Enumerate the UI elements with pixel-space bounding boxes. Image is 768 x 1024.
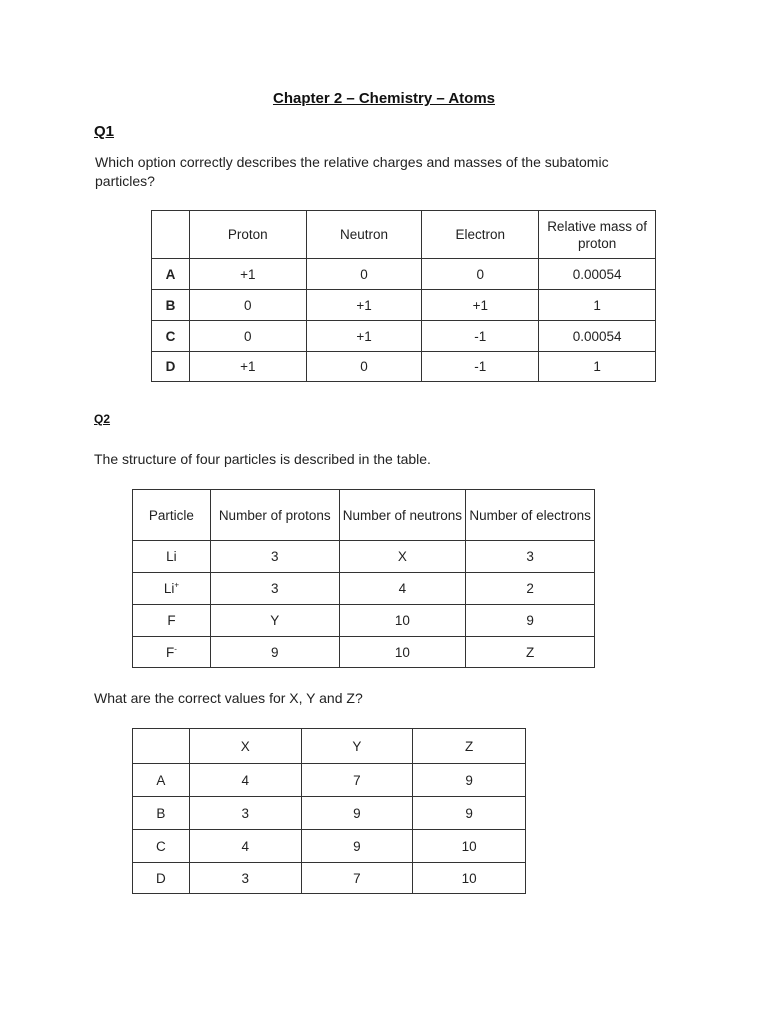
particle-symbol: F	[165, 644, 175, 660]
table-header-cell: Y	[301, 729, 413, 764]
table-cell: 9	[301, 797, 413, 830]
option-label: C	[133, 830, 190, 863]
option-label: B	[152, 290, 190, 321]
table-cell: +1	[306, 290, 422, 321]
table-cell: -1	[422, 352, 539, 382]
option-label: A	[152, 259, 190, 290]
question-2-text: The structure of four particles is described in the table.	[94, 451, 431, 467]
table-row	[133, 573, 595, 605]
table-header-row	[152, 211, 656, 259]
table-header-cell: Relative mass of proton	[539, 211, 656, 259]
table-cell: 4	[189, 830, 301, 863]
page-title: Chapter 2 – Chemistry – Atoms	[272, 90, 495, 107]
table-cell: 9	[210, 637, 339, 668]
table-cell: 7	[301, 764, 413, 797]
table-row	[133, 830, 526, 863]
table-cell: 9	[301, 830, 413, 863]
table-cell: +1	[306, 321, 422, 352]
table-row	[133, 863, 526, 894]
option-label: B	[133, 797, 190, 830]
subatomic-particles-table	[151, 210, 656, 382]
particle-name: Li	[133, 541, 211, 573]
table-row	[152, 259, 656, 290]
table-cell: 3	[210, 541, 339, 573]
table-cell: 10	[339, 637, 466, 668]
table-row	[133, 637, 595, 668]
table-cell: X	[339, 541, 466, 573]
table-cell: 9	[413, 764, 526, 797]
option-label: D	[152, 352, 190, 382]
table-header-cell: X	[189, 729, 301, 764]
table-cell: 4	[189, 764, 301, 797]
table-header-row	[133, 729, 526, 764]
table-header-cell: Neutron	[306, 211, 422, 259]
table-cell: +1	[422, 290, 539, 321]
table-cell: 3	[189, 797, 301, 830]
table-cell: 0	[422, 259, 539, 290]
table-cell: 7	[301, 863, 413, 894]
table-row	[133, 764, 526, 797]
table-header-cell: Number of electrons	[466, 490, 595, 541]
table-row	[152, 290, 656, 321]
particle-symbol: Li	[163, 581, 175, 596]
particle-name	[133, 637, 211, 668]
table-row	[133, 605, 595, 637]
table-cell: 2	[466, 573, 595, 605]
table-header-cell: Number of protons	[210, 490, 339, 541]
table-cell: +1	[189, 259, 306, 290]
table-cell: +1	[189, 352, 306, 382]
table-cell: 10	[413, 830, 526, 863]
table-cell: 10	[413, 863, 526, 894]
option-label: A	[133, 764, 190, 797]
table-row	[133, 797, 526, 830]
table-header-cell: Number of neutrons	[339, 490, 466, 541]
particle-name	[133, 573, 211, 605]
table-cell: 1	[539, 352, 656, 382]
table-cell: -1	[422, 321, 539, 352]
table-cell: Z	[466, 637, 595, 668]
table-header-cell: Particle	[133, 490, 211, 541]
table-cell: 10	[339, 605, 466, 637]
option-label: C	[152, 321, 190, 352]
table-cell: 0	[189, 321, 306, 352]
table-cell: 0	[189, 290, 306, 321]
table-header-cell	[152, 211, 190, 259]
table-cell: 3	[466, 541, 595, 573]
question-1-label: Q1	[94, 123, 115, 140]
charge-superscript: +	[174, 580, 180, 590]
table-cell: 0	[306, 259, 422, 290]
table-header-cell: Proton	[189, 211, 306, 259]
option-label: D	[133, 863, 190, 894]
table-cell: 9	[413, 797, 526, 830]
table-cell: 3	[189, 863, 301, 894]
table-cell: 0.00054	[539, 259, 656, 290]
table-cell: Y	[210, 605, 339, 637]
particle-name: F	[133, 605, 211, 637]
table-header-cell: Electron	[422, 211, 539, 259]
table-cell: 0.00054	[539, 321, 656, 352]
table-cell: 9	[466, 605, 595, 637]
question-2-label: Q2	[94, 412, 111, 426]
charge-superscript: -	[174, 644, 177, 653]
particle-structure-table	[132, 489, 595, 668]
table-cell: 0	[306, 352, 422, 382]
table-cell: 4	[339, 573, 466, 605]
table-row	[152, 352, 656, 382]
answer-options-table	[132, 728, 526, 894]
table-header-cell	[133, 729, 190, 764]
table-row	[152, 321, 656, 352]
table-row	[133, 541, 595, 573]
question-1-text: Which option correctly describes the relative charges and masses of the subatomic particles?	[95, 154, 609, 189]
table-cell: 3	[210, 573, 339, 605]
table-cell: 1	[539, 290, 656, 321]
table-header-row	[133, 490, 595, 541]
question-2-subquestion: What are the correct values for X, Y and Z?	[94, 690, 363, 706]
table-header-cell: Z	[413, 729, 526, 764]
